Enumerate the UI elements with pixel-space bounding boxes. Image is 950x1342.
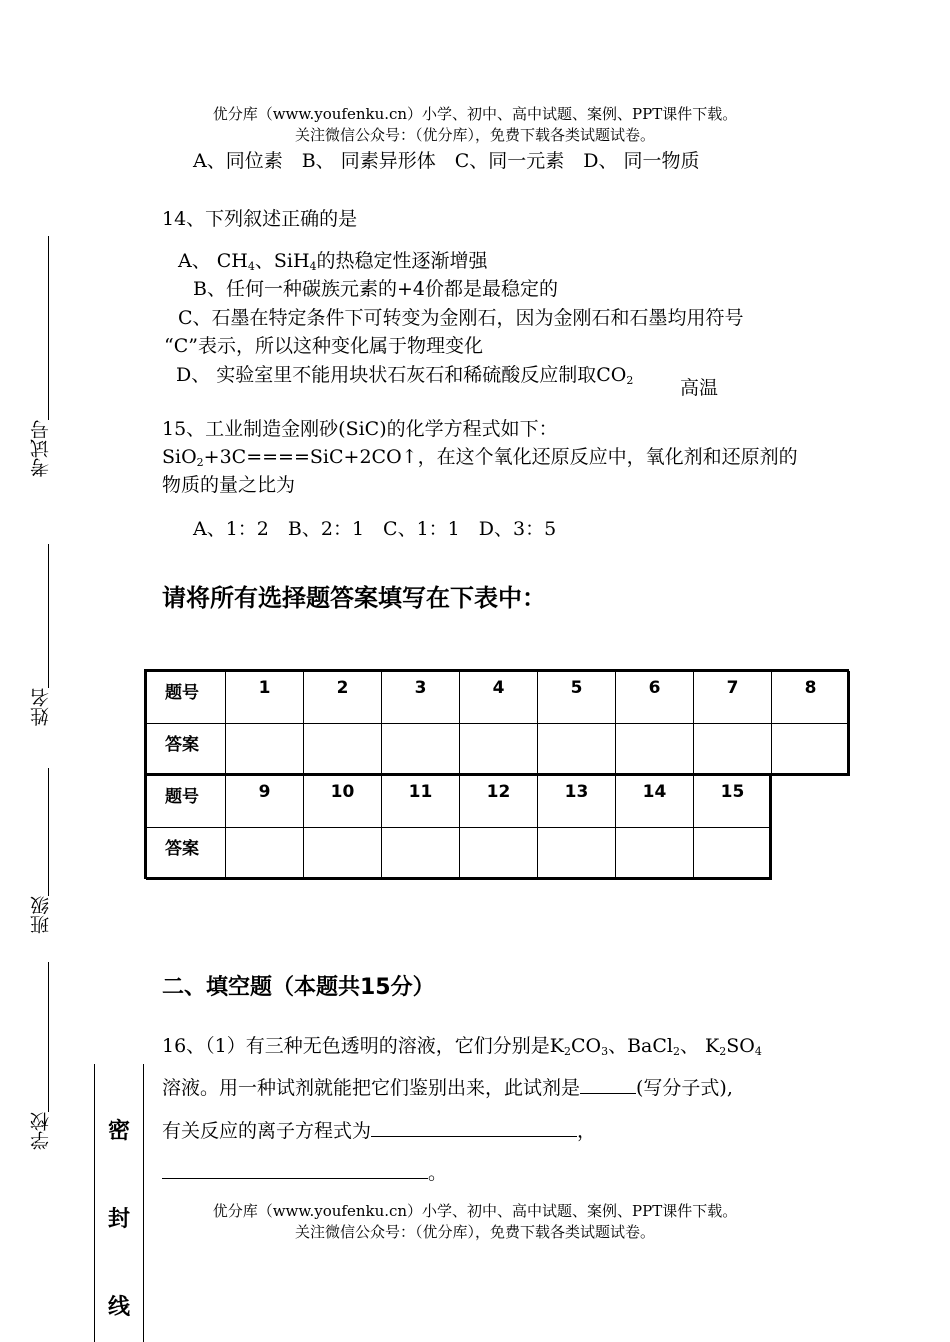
answer-cell[interactable] [460,828,538,880]
answer-cell[interactable] [694,828,772,880]
answer-cell[interactable] [460,724,538,776]
exam-number-label: 考试号 [30,420,52,477]
answer-table-2 [146,775,772,880]
question-number: 14 [616,776,694,828]
row-label: 答案 [147,724,226,776]
q13-options: A、同位素 B、 同素异形体 C、同一元素 D、 同一物质 [193,150,700,172]
q14-option-c-line1: C、石墨在特定条件下可转变为金刚石，因为金刚石和石墨均用符号 [178,307,744,329]
school-label: 学校 [30,1112,52,1150]
q14-option-b: B、任何一种碳族元素的+4价都是最稳定的 [193,278,558,300]
header-line-1: 优分库（www.youfenku.cn）小学、初中、高中试题、案例、PPT课件下载。 [212,105,738,123]
binding-line [48,236,49,420]
q16-line2: 溶液。用一种试剂就能把它们鉴别出来，此试剂是 (写分子式), [162,1077,733,1099]
footer-line-2: 关注微信公众号：（优分库），免费下载各类试题试卷。 [294,1223,655,1241]
name-label: 姓名 [30,688,52,726]
reagent-blank[interactable] [580,1075,636,1094]
binding-line [48,544,49,688]
table-row [147,828,772,880]
q16-line3: 有关反应的离子方程式为 ， [162,1120,597,1142]
q16-line4: 。 [162,1158,447,1185]
question-number: 8 [772,672,850,724]
question-number: 10 [304,776,382,828]
answer-table-1 [146,671,850,776]
reaction-condition: 高温 [680,377,719,399]
seal-char-xian: 线 [108,1295,131,1320]
answer-cell[interactable] [616,828,694,880]
question-number: 12 [460,776,538,828]
answer-cell[interactable] [304,724,382,776]
footer-line-1: 优分库（www.youfenku.cn）小学、初中、高中试题、案例、PPT课件下载。 [212,1202,738,1220]
table-row [147,672,850,724]
row-label: 题号 [147,672,226,724]
q15-equation: SiO$_2$+3C====SiC+2CO↑，在这个氧化还原反应中，氧化剂和还原剂的 [162,446,798,469]
q16-line1: 16、（1）有三种无色透明的溶液，它们分别是$K_2CO_3$、BaCl$_2$、 $K_2SO_4$ [162,1035,762,1058]
answer-cell[interactable] [538,828,616,880]
answer-cell[interactable] [226,828,304,880]
q14-stem: 14、下列叙述正确的是 [162,208,358,230]
table-row [147,776,772,828]
question-number: 15 [694,776,772,828]
table-row [147,724,850,776]
answer-cell[interactable] [616,724,694,776]
answer-cell[interactable] [538,724,616,776]
class-label: 班级 [30,896,52,934]
answer-cell[interactable] [694,724,772,776]
q14-option-d: D、 实验室里不能用块状石灰石和稀硫酸反应制取$CO_2$ [176,364,634,387]
question-number: 5 [538,672,616,724]
question-number: 3 [382,672,460,724]
q15-stem-line1: 15、工业制造金刚砂(SiC)的化学方程式如下： [162,418,558,440]
question-number: 4 [460,672,538,724]
q15-options: A、1：2 B、2：1 C、1：1 D、3：5 [193,518,557,540]
question-number: 2 [304,672,382,724]
header-line-2: 关注微信公众号：（优分库），免费下载各类试题试卷。 [294,126,655,144]
ionic-equation-blank[interactable] [371,1118,577,1137]
binding-line [48,768,49,896]
question-number: 7 [694,672,772,724]
q14-option-a: A、 $CH_4$、SiH$_4$的热稳定性逐渐增强 [178,250,488,273]
question-number: 13 [538,776,616,828]
answer-cell[interactable] [772,724,850,776]
q14-option-c-line2: “C”表示，所以这种变化属于物理变化 [164,335,483,357]
answer-cell[interactable] [382,724,460,776]
question-number: 11 [382,776,460,828]
question-number: 6 [616,672,694,724]
answer-table-title: 请将所有选择题答案填写在下表中： [162,584,546,612]
seal-char-feng: 封 [108,1207,131,1232]
q15-stem-line3: 物质的量之比为 [162,474,296,496]
question-number: 1 [226,672,304,724]
ionic-equation-blank-2[interactable] [162,1160,428,1179]
answer-cell[interactable] [304,828,382,880]
answer-cell[interactable] [226,724,304,776]
section-2-title: 二、填空题（本题共15分） [162,975,435,1000]
row-label: 答案 [147,828,226,880]
seal-char-mi: 密 [108,1119,131,1144]
question-number: 9 [226,776,304,828]
binding-line [48,962,49,1112]
row-label: 题号 [147,776,226,828]
answer-cell[interactable] [382,828,460,880]
